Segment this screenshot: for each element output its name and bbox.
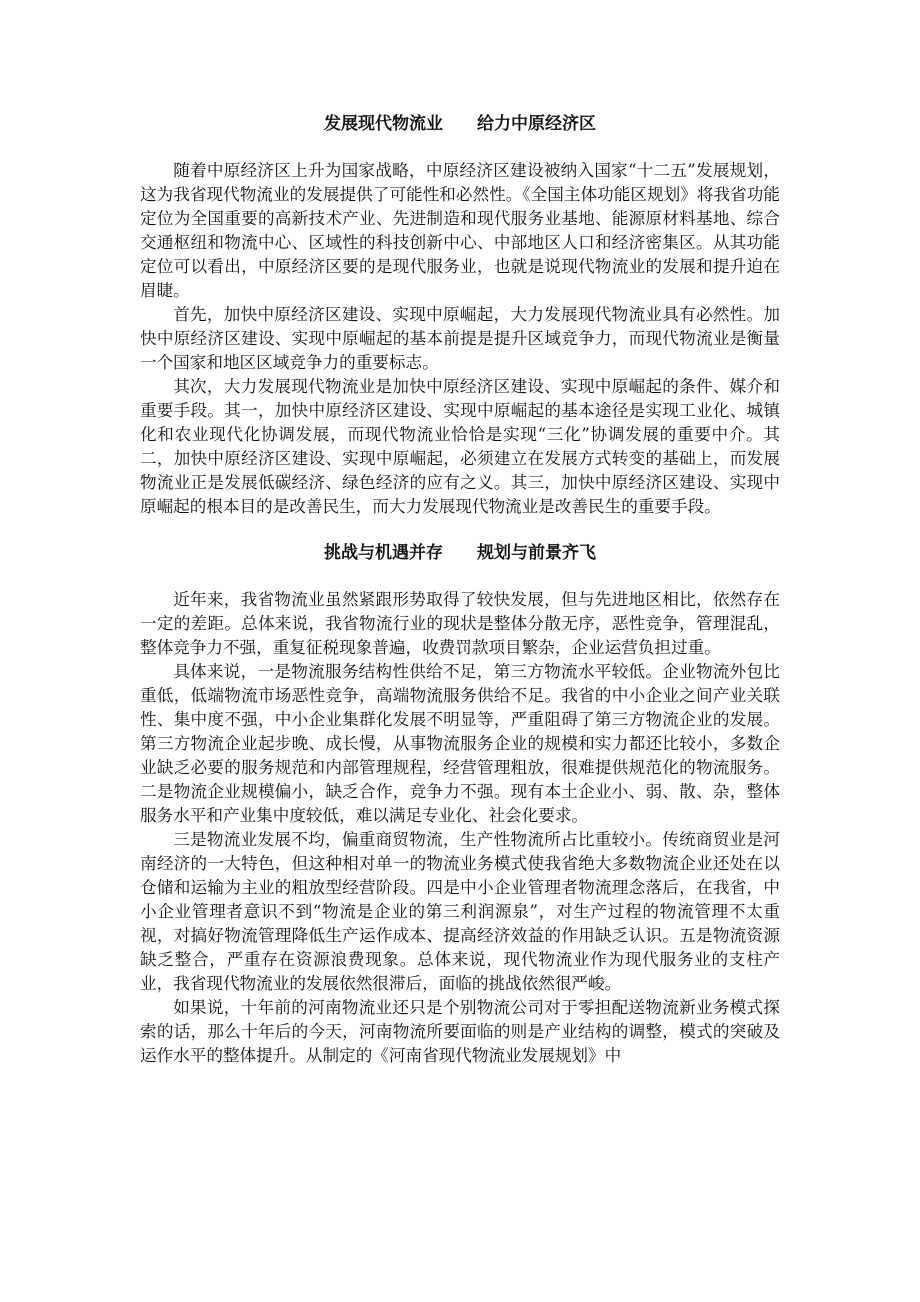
section-2-paragraph-2: 具体来说，一是物流服务结构性供给不足，第三方物流水平较低。企业物流外包比重低，低端物流市场恶性竞争，高端物流服务供给不足。我省的中小企业之间产业关联性、集中度不强，中小企业集群化发展不明显等，严重阻碍了第三方物流企业的发展。第三方物流企业起步晚、成长慢，从事物流服务企业的规模和实力都还比较小，多数企业缺乏必要的服务规范和内部管理规程，经营管理粗放，很难提供规范化的物流服务。二是物流企业规模偏小，缺乏合作，竞争力不强。现有本土企业小、弱、散、杂，整体服务水平和产业集中度较低，难以满足专业化、社会化要求。 <box>140 662 780 825</box>
section-1-paragraph-3: 其次，大力发展现代物流业是加快中原经济区建设、实现中原崛起的条件、媒介和重要手段。其一，加快中原经济区建设、实现中原崛起的基本途径是实现工业化、城镇化和农业现代化协调发展，而现代物流业恰恰是实现“三化”协调发展的重要中介。其二，加快中原经济区建设、实现中原崛起，必须建立在发展方式转变的基础上，而发展物流业正是发展低碳经济、绿色经济的应有之义。其三，加快中原经济区建设、实现中原崛起的根本目的是改善民生，而大力发展现代物流业是改善民生的重要手段。 <box>140 377 780 516</box>
section-2-paragraph-4: 如果说，十年前的河南物流业还只是个别物流公司对于零担配送物流新业务模式探索的话，那么十年后的今天，河南物流所要面临的则是产业结构的调整，模式的突破及运作水平的整体提升。从制定的《河南省现代物流业发展规划》中 <box>140 998 780 1065</box>
section-1-paragraph-2: 首先，加快中原经济区建设、实现中原崛起，大力发展现代物流业具有必然性。加快中原经济区建设、实现中原崛起的基本前提是提升区域竞争力，而现代物流业是衡量一个国家和地区区域竞争力的重要标志。 <box>140 305 780 372</box>
section-1-title: 发展现代物流业 给力中原经济区 <box>324 114 596 134</box>
section-2-paragraph-1: 近年来，我省物流业虽然紧跟形势取得了较快发展，但与先进地区相比，依然存在一定的差距。总体来说，我省物流行业的现状是整体分散无序，恶性竞争，管理混乱，整体竞争力不强，重复征税现象普遍，收费罚款项目繁杂，企业运营负担过重。 <box>140 590 780 657</box>
section-1-paragraph-1: 随着中原经济区上升为国家战略，中原经济区建设被纳入国家“十二五”发展规划，这为我省现代物流业的发展提供了可能性和必然性。《全国主体功能区规划》将我省功能定位为全国重要的高新技术产业、先进制造和现代服务业基地、能源原材料基地、综合交通枢纽和物流中心、区域性的科技创新中心、中部地区人口和经济密集区。从其功能定位可以看出，中原经济区要的是现代服务业，也就是说现代物流业的发展和提升迫在眉睫。 <box>140 161 780 300</box>
section-2-title: 挑战与机遇并存 规划与前景齐飞 <box>324 543 596 563</box>
section-2-paragraph-3: 三是物流业发展不均，偏重商贸物流，生产性物流所占比重较小。传统商贸业是河南经济的一大特色，但这种相对单一的物流业务模式使我省绝大多数物流企业还处在以仓储和运输为主业的粗放型经营阶段。四是中小企业管理者物流理念落后，在我省，中小企业管理者意识不到“物流是企业的第三利润源泉”，对生产过程的物流管理不太重视，对搞好物流管理降低生产运作成本、提高经济效益的作用缺乏认识。五是物流资源缺乏整合，严重存在资源浪费现象。总体来说，现代物流业作为现代服务业的支柱产业，我省现代物流业的发展依然很滞后，面临的挑战依然很严峻。 <box>140 830 780 993</box>
